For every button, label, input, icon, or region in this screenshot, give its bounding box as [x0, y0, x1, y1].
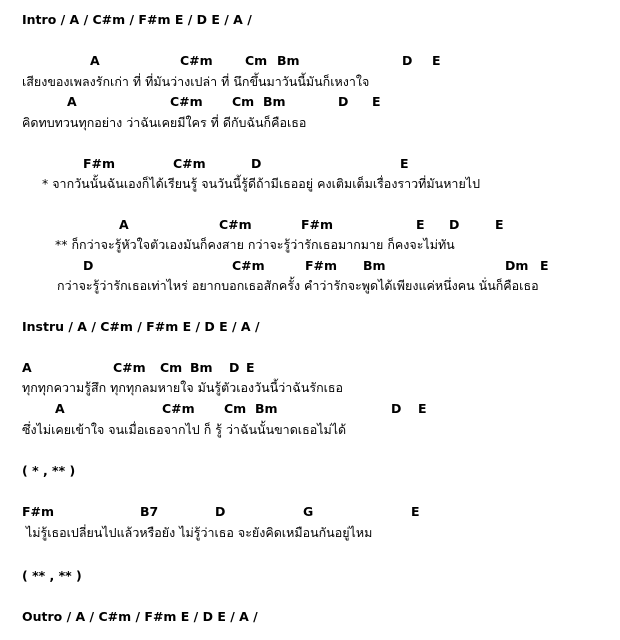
chord: Bm: [363, 258, 386, 273]
chord: Cm: [245, 53, 268, 68]
chord: A: [67, 94, 77, 109]
chord: A: [90, 53, 100, 68]
lyric-line: ไม่รู้เธอเปลี่ยนไปแล้วหรือยัง ไม่รู้ว่าเธอ จะยังคิดเหมือนกันอยู่ไหม: [26, 525, 373, 540]
chord: C#m: [219, 217, 252, 232]
chord: F#m: [305, 258, 338, 273]
chord: D: [402, 53, 413, 68]
chord: E: [540, 258, 549, 273]
repeat-marker: ( * , ** ): [22, 463, 76, 478]
chord: C#m: [113, 360, 146, 375]
chord: C#m: [170, 94, 203, 109]
chord: Cm: [232, 94, 255, 109]
chord: F#m: [83, 156, 116, 171]
chord: Bm: [255, 401, 278, 416]
chord: E: [418, 401, 427, 416]
chord: Bm: [263, 94, 286, 109]
lyric-line: ทุกทุกความรู้สึก ทุกทุกลมหายใจ มันรู้ตัวเองวันนี้ว่าฉันรักเธอ: [22, 380, 344, 395]
chord: Cm: [160, 360, 183, 375]
chord: D: [251, 156, 262, 171]
chord: D: [229, 360, 240, 375]
chord: Dm: [505, 258, 529, 273]
lyric-line: ** ก็กว่าจะรู้หัวใจตัวเองมันก็คงสาย กว่าจะรู้ว่ารักเธอมากมาย ก็คงจะไม่ทัน: [55, 237, 455, 252]
chord: F#m: [301, 217, 334, 232]
intro-line: Intro / A / C#m / F#m E / D E / A /: [22, 12, 252, 27]
chord: C#m: [180, 53, 213, 68]
chord: Bm: [277, 53, 300, 68]
lyric-line: กว่าจะรู้ว่ารักเธอเท่าไหร่ อยากบอกเธอสักครั้ง คำว่ารักจะพูดได้เพียงแค่หนึ่งคน นั่นก็คือเธอ: [57, 278, 539, 293]
instru-line: Instru / A / C#m / F#m E / D E / A /: [22, 319, 260, 334]
chord: F#m: [22, 504, 55, 519]
chord: C#m: [173, 156, 206, 171]
chord: D: [338, 94, 349, 109]
chord: E: [495, 217, 504, 232]
repeat-marker: ( ** , ** ): [22, 568, 82, 583]
lyric-line: ซึ่งไม่เคยเข้าใจ จนเมื่อเธอจากไป ก็ รู้ ว่าฉันนั้นขาดเธอไม่ได้: [22, 422, 347, 437]
chord: G: [303, 504, 314, 519]
chord: A: [119, 217, 129, 232]
chord: C#m: [232, 258, 265, 273]
chord: E: [432, 53, 441, 68]
chord: E: [246, 360, 255, 375]
chord: Bm: [190, 360, 213, 375]
outro-line: Outro / A / C#m / F#m E / D E / A /: [22, 609, 258, 624]
chord: D: [391, 401, 402, 416]
lyric-line: * จากวันนั้นฉันเองก็ได้เรียนรู้ จนวันนี้รู้ดีถ้ามีเธออยู่ คงเติมเต็มเรื่องราวที่มันหายไป: [42, 176, 481, 191]
chord: E: [400, 156, 409, 171]
chord: D: [215, 504, 226, 519]
lyric-line: เสียงของเพลงรักเก่า ที่ ที่มันว่างเปล่า ที่ นึกขึ้นมาวันนี้มันก็เหงาใจ: [22, 74, 370, 89]
chord: D: [449, 217, 460, 232]
lyric-line: คิดทบทวนทุกอย่าง ว่าฉันเคยมีใคร ที่ ดีกับฉันก็คือเธอ: [22, 115, 307, 130]
chord: B7: [140, 504, 159, 519]
chord: Cm: [224, 401, 247, 416]
chord: E: [411, 504, 420, 519]
chord: D: [83, 258, 94, 273]
chord: E: [416, 217, 425, 232]
chord: A: [22, 360, 32, 375]
chord: E: [372, 94, 381, 109]
chord: A: [55, 401, 65, 416]
chord: C#m: [162, 401, 195, 416]
